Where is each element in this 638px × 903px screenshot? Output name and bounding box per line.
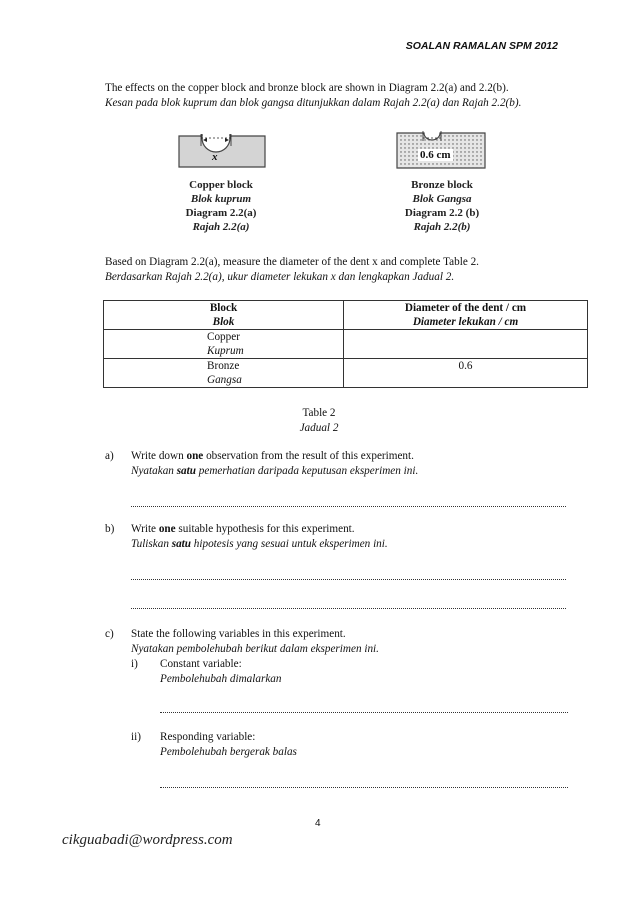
question-c-en: State the following variables in this experiment. [131, 628, 346, 640]
header-diameter [344, 301, 588, 330]
block-name-en: Bronze [207, 360, 240, 372]
cell-diameter-copper[interactable] [344, 330, 588, 359]
cell-block-bronze [104, 359, 344, 388]
bronze-caption-en: Bronze block [411, 179, 473, 191]
q-a-my-post: pemerhatian daripada keputusan eksperimen ini. [195, 465, 419, 477]
header-block-en: Block [209, 302, 238, 314]
copper-block-drawing [178, 128, 266, 168]
copper-caption [163, 178, 279, 234]
answer-line-c-i[interactable] [160, 701, 568, 713]
q-b-en-bold: one [158, 523, 176, 535]
question-a-en [131, 450, 414, 462]
bronze-block-drawing [396, 127, 486, 169]
table-caption-my: Jadual 2 [299, 422, 339, 434]
q-b-en-pre: Write [131, 523, 159, 535]
question-b-my [131, 538, 388, 550]
answer-line-a[interactable] [131, 495, 566, 507]
answer-line-b2[interactable] [131, 597, 566, 609]
question-a-marker: a) [105, 450, 114, 462]
q-b-my-post: hipotesis yang sesuai untuk eksperimen ini. [191, 538, 388, 550]
question-a-my [131, 465, 418, 477]
responding-variable-my: Pembolehubah bergerak balas [160, 746, 297, 758]
copper-caption-en: Copper block [189, 179, 253, 191]
answer-line-c-ii[interactable] [160, 776, 568, 788]
diagram-a-label: Diagram 2.2(a) [185, 207, 257, 219]
question-b-marker: b) [105, 523, 115, 535]
block-name-my: Gangsa [207, 374, 242, 386]
intro-my: Kesan pada blok kuprum dan blok gangsa ditunjukkan dalam Rajah 2.2(a) dan Rajah 2.2(b). [105, 97, 522, 109]
question-b-en [131, 523, 355, 535]
header-diameter-en: Diameter of the dent / cm [404, 302, 527, 314]
page-number: 4 [315, 818, 321, 829]
bronze-caption-my: Blok Gangsa [412, 193, 472, 205]
answer-line-b1[interactable] [131, 568, 566, 580]
question-c-my: Nyatakan pembolehubah berikut dalam eksperimen ini. [131, 643, 379, 655]
question-c-ii-marker: ii) [131, 731, 141, 743]
table-row [104, 330, 588, 359]
bronze-dim-label: 0.6 cm [420, 149, 451, 161]
diagram-a-label-my: Rajah 2.2(a) [192, 221, 250, 233]
cell-block-copper [104, 330, 344, 359]
bronze-block-figure [396, 127, 486, 169]
q-a-en-bold: one [186, 450, 204, 462]
instruction-en: Based on Diagram 2.2(a), measure the diameter of the dent x and complete Table 2. [105, 256, 479, 268]
q-a-my-bold: satu [176, 465, 196, 477]
header-block-my: Blok [212, 316, 235, 328]
header-diameter-my: Diameter lekukan / cm [412, 316, 519, 328]
constant-variable-en: Constant variable: [160, 658, 242, 670]
q-a-my-pre: Nyatakan [131, 465, 177, 477]
diagram-b-label-my: Rajah 2.2(b) [413, 221, 471, 233]
q-a-en-pre: Write down [131, 450, 187, 462]
table-row [104, 359, 588, 388]
copper-dim-label: x [212, 151, 218, 163]
intro-en: The effects on the copper block and bronze block are shown in Diagram 2.2(a) and 2.2(b). [105, 82, 509, 94]
q-b-my-bold: satu [171, 538, 191, 550]
q-b-my-pre: Tuliskan [131, 538, 172, 550]
page-header: SOALAN RAMALAN SPM 2012 [405, 40, 558, 52]
footer-url: cikguabadi@wordpress.com [62, 832, 233, 848]
header-block [104, 301, 344, 330]
instruction-my: Berdasarkan Rajah 2.2(a), ukur diameter lekukan x dan lengkapkan Jadual 2. [105, 271, 455, 283]
responding-variable-en: Responding variable: [160, 731, 256, 743]
cell-diameter-bronze[interactable]: 0.6 [344, 359, 588, 388]
copper-block-figure [178, 128, 266, 168]
block-name-my: Kuprum [207, 345, 244, 357]
q-b-en-post: suitable hypothesis for this experiment. [175, 523, 355, 535]
table-2 [103, 300, 588, 388]
copper-caption-my: Blok kuprum [190, 193, 252, 205]
bronze-caption [380, 178, 504, 234]
q-a-en-post: observation from the result of this experiment. [203, 450, 414, 462]
block-name-en: Copper [207, 331, 240, 343]
table-header-row [104, 301, 588, 330]
question-c-i-marker: i) [131, 658, 138, 670]
constant-variable-my: Pembolehubah dimalarkan [160, 673, 282, 685]
question-c-marker: c) [105, 628, 114, 640]
diagram-b-label: Diagram 2.2 (b) [404, 207, 480, 219]
table-caption-en: Table 2 [302, 407, 336, 419]
